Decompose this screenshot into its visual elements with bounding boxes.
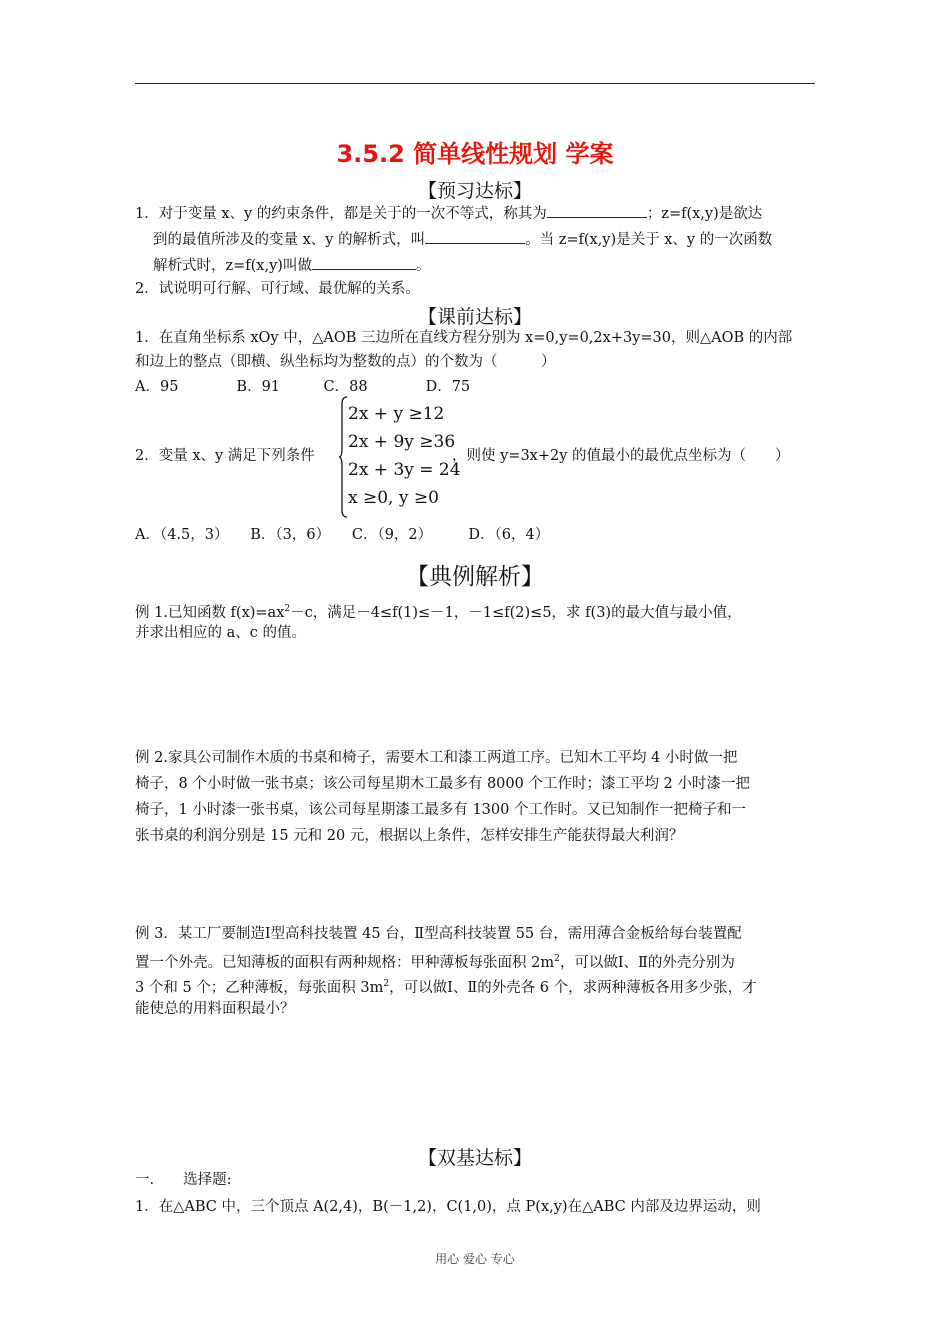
example1-line2: 并求出相应的 a、c 的值。 bbox=[135, 625, 306, 641]
example2-line1: 例 2.家具公司制作木质的书桌和椅子，需要木工和漆工两道工序。已知木工平均 4 小时做一把 bbox=[135, 750, 738, 766]
example2-line2: 椅子，8 个小时做一张书桌；该公司每星期木工最多有 8000 个工作时；漆工平均 2 小时漆一把 bbox=[135, 776, 750, 792]
answer-blank[interactable] bbox=[312, 255, 416, 270]
section-heading-examples: 【典例解析】 bbox=[406, 564, 544, 590]
preclass-q2-options: A．（4.5，3） B．（3，6） C．（9，2） D．（6，4） bbox=[135, 527, 550, 543]
constraint-1: 2x + y ≥12 bbox=[348, 404, 445, 424]
preclass-q1-line2: 和边上的整点（即横、纵坐标均为整数的点）的个数为（ ） bbox=[135, 354, 556, 370]
page-title: 3.5.2 简单线性规划 学案 bbox=[336, 140, 614, 168]
header-rule bbox=[135, 83, 815, 84]
preclass-q1-line1: 1．在直角坐标系 xOy 中，△AOB 三边所在直线方程分别为 x=0,y=0,2x+3y=30，则△AOB 的内部 bbox=[135, 330, 793, 346]
section-heading-pre-class: 【课前达标】 bbox=[417, 306, 532, 328]
answer-blank[interactable] bbox=[425, 229, 525, 244]
preclass-q2-tail: ，则使 y=3x+2y 的值最小的最优点坐标为（ ） bbox=[452, 448, 790, 464]
example3-line2: 置一个外壳。已知薄板的面积有两种规格：甲种薄板每张面积 $2m^2$，可以做Ⅰ、Ⅱ的外壳分别为 bbox=[135, 954, 735, 971]
part-one-label: 一. 选择题: bbox=[135, 1172, 232, 1188]
constraint-system bbox=[338, 396, 461, 518]
preclass-q1-options: A．95 B．91 C．88 D．75 bbox=[135, 379, 471, 395]
left-brace-icon bbox=[338, 396, 348, 518]
constraint-3: 2x + 3y = 24 bbox=[348, 460, 461, 480]
constraint-2: 2x + 9y ≥36 bbox=[348, 432, 456, 452]
answer-blank[interactable] bbox=[547, 203, 647, 218]
example1-line1: 例 1.已知函数 $f(x)=ax^2-c$，满足－4≤f(1)≤－1，－1≤f(2)≤5，求 f(3)的最大值与最小值， bbox=[135, 604, 742, 621]
preview-q1-line2: 到的最值所涉及的变量 x、y 的解析式，叫 。当 z=f(x,y)是关于 x、y 的一次函数 bbox=[153, 229, 772, 250]
example3-line4: 能使总的用料面积最小？ bbox=[135, 1001, 295, 1017]
section-heading-preview: 【预习达标】 bbox=[417, 180, 532, 202]
example3-line1: 例 3．某工厂要制造Ⅰ型高科技装置 45 台，Ⅱ型高科技装置 55 台，需用薄合金板给每台装置配 bbox=[135, 926, 742, 942]
preview-q1-line3: 解析式时，z=f(x,y)叫做 。 bbox=[153, 255, 430, 276]
section-heading-double-base: 【双基达标】 bbox=[417, 1147, 532, 1169]
constraint-4: x ≥0, y ≥0 bbox=[348, 488, 439, 508]
preview-q1-line1: 1．对于变量 x、y 的约束条件，都是关于的一次不等式，称其为 ；z=f(x,y)是欲达 bbox=[135, 203, 762, 224]
preclass-q2-stem: 2．变量 x、y 满足下列条件 bbox=[135, 448, 315, 464]
page-footer: 用心 爱心 专心 bbox=[435, 1252, 515, 1266]
example3-line3: 3 个和 5 个；乙种薄板，每张面积 $3m^2$，可以做Ⅰ、Ⅱ的外壳各 6 个，求两种薄板各用多少张，才 bbox=[135, 979, 757, 996]
example2-line3: 椅子，1 小时漆一张书桌，该公司每星期漆工最多有 1300 个工作时。又已知制作一把椅子和一 bbox=[135, 802, 746, 818]
example2-line4: 张书桌的利润分别是 15 元和 20 元，根据以上条件，怎样安排生产能获得最大利润？ bbox=[135, 828, 684, 844]
double-base-q1: 1．在△ABC 中，三个顶点 A(2,4)，B(－1,2)，C(1,0)，点 P(x,y)在△ABC 内部及边界运动，则 bbox=[135, 1199, 761, 1215]
preview-q2: 2．试说明可行解、可行域、最优解的关系。 bbox=[135, 281, 420, 297]
